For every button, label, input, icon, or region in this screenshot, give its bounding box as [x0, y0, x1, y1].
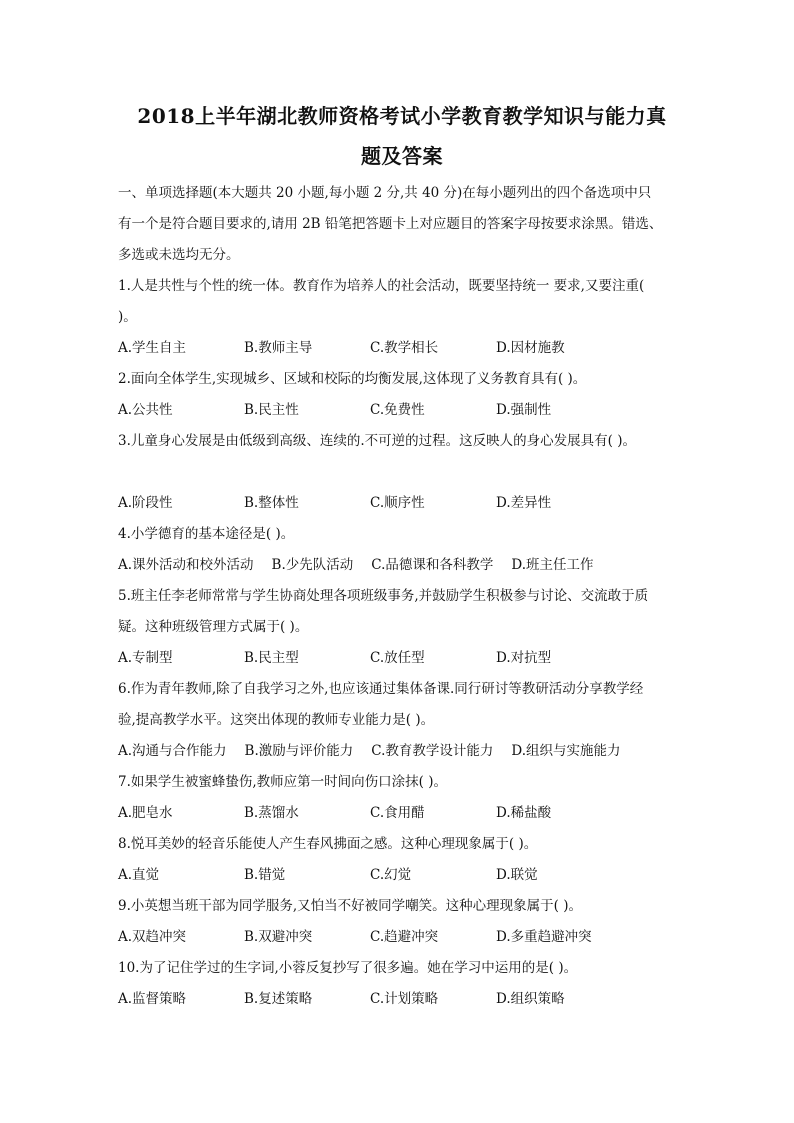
intro-line-3: 多选或未选均无分。	[118, 247, 240, 263]
option-a: A.阶段性	[118, 495, 173, 511]
question-8	[118, 829, 686, 891]
section-intro	[118, 178, 686, 271]
question-stem-cont: 验,提高教学水平。这突出体现的教师专业能力是( )。	[118, 712, 435, 728]
option-d: D.组织策略	[496, 991, 565, 1007]
option-row	[118, 736, 686, 767]
intro-line-1: 一、单项选择题(本大题共 20 小题,每小题 2 分,共 40 分)在每小题列出的四个备选项中只	[118, 185, 652, 201]
title-line-2: 题及答案	[361, 144, 443, 168]
option-d: D.组织与实施能力	[511, 743, 621, 759]
question-stem: 6.作为青年教师,除了自我学习之外,也应该通过集体备课.同行研讨等教研活动分享教学经	[118, 681, 644, 697]
option-c: C.教学相长	[370, 340, 439, 356]
question-1	[118, 271, 686, 364]
option-row	[118, 550, 686, 581]
option-b: B.激励与评价能力	[244, 743, 354, 759]
option-row	[118, 395, 686, 426]
option-b: B.复述策略	[244, 991, 313, 1007]
question-stem: 7.如果学生被蜜蜂蛰伤,教师应第一时间向伤口涂抹( )。	[118, 774, 447, 790]
question-stem: 1.人是共性与个性的统一体。教育作为培养人的社会活动，既要坚持统一 要求,又要注重(	[118, 278, 645, 294]
option-d: D.班主任工作	[511, 557, 594, 573]
option-c: C.幻觉	[370, 867, 412, 883]
option-b: B.少先队活动	[271, 557, 354, 573]
question-10	[118, 953, 686, 1015]
title-line-1: 2018上半年湖北教师资格考试小学教育教学知识与能力真	[137, 104, 667, 128]
question-stem: 10.为了记住学过的生字词,小蓉反复抄写了很多遍。她在学习中运用的是( )。	[118, 960, 578, 976]
question-stem: 2.面向全体学生,实现城乡、区域和校际的均衡发展,这体现了义务教育具有( )。	[118, 371, 587, 387]
option-row	[118, 333, 686, 364]
option-row	[118, 643, 686, 674]
option-c: C.品德课和各科教学	[371, 557, 494, 573]
option-c: C.趋避冲突	[370, 929, 439, 945]
option-a: A.肥皂水	[118, 805, 173, 821]
document-title	[118, 96, 686, 176]
option-d: D.差异性	[496, 495, 552, 511]
intro-line-2: 有一个是符合题目要求的,请用 2B 铅笔把答题卡上对应题目的答案字母按要求涂黑。错选、	[118, 216, 663, 232]
option-a: A.监督策略	[118, 991, 187, 1007]
option-a: A.课外活动和校外活动	[118, 557, 254, 573]
option-a: A.学生自主	[118, 340, 187, 356]
question-stem: 5.班主任李老师常常与学生协商处理各项班级事务,并鼓励学生积极参与讨论、交流敢于质	[118, 588, 649, 604]
option-row	[118, 488, 686, 519]
option-c: C.顺序性	[370, 495, 425, 511]
option-row	[118, 798, 686, 829]
question-stem: 8.悦耳美妙的轻音乐能使人产生春风拂面之感。这种心理现象属于( )。	[118, 836, 538, 852]
option-d: D.多重趋避冲突	[496, 929, 592, 945]
question-stem-cont: 疑。这种班级管理方式属于( )。	[118, 619, 309, 635]
option-c: C.免费性	[370, 402, 425, 418]
option-c: C.计划策略	[370, 991, 439, 1007]
option-b: B.民主型	[244, 650, 299, 666]
question-4	[118, 519, 686, 581]
option-b: B.蒸馏水	[244, 805, 299, 821]
option-a: A.沟通与合作能力	[118, 743, 227, 759]
option-d: D.对抗型	[496, 650, 552, 666]
question-5	[118, 581, 686, 674]
option-a: A.双趋冲突	[118, 929, 187, 945]
option-a: A.公共性	[118, 402, 173, 418]
question-7	[118, 767, 686, 829]
document-page	[118, 96, 686, 1015]
question-stem: 9.小英想当班干部为同学服务,又怕当不好被同学嘲笑。这种心理现象属于( )。	[118, 898, 582, 914]
question-9	[118, 891, 686, 953]
question-stem: 4.小学德育的基本途径是( )。	[118, 526, 295, 542]
option-a: A.专制型	[118, 650, 173, 666]
option-row	[118, 922, 686, 953]
option-d: D.联觉	[496, 867, 538, 883]
option-row	[118, 984, 686, 1015]
option-b: B.民主性	[244, 402, 299, 418]
question-stem: 3.儿童身心发展是由低级到高级、连续的.不可逆的过程。这反映人的身心发展具有( )。	[118, 433, 636, 449]
option-a: A.直觉	[118, 867, 160, 883]
option-row	[118, 860, 686, 891]
blank-line	[118, 457, 686, 488]
option-b: B.双避冲突	[244, 929, 313, 945]
option-c: C.放任型	[370, 650, 425, 666]
option-b: B.教师主导	[244, 340, 313, 356]
option-c: C.教育教学设计能力	[371, 743, 494, 759]
question-stem-cont: )。	[118, 309, 137, 325]
question-6	[118, 674, 686, 767]
option-d: D.因材施教	[496, 340, 565, 356]
option-b: B.错觉	[244, 867, 286, 883]
option-b: B.整体性	[244, 495, 299, 511]
option-c: C.食用醋	[370, 805, 425, 821]
question-2	[118, 364, 686, 426]
option-d: D.稀盐酸	[496, 805, 552, 821]
question-3	[118, 426, 686, 519]
option-d: D.强制性	[496, 402, 552, 418]
